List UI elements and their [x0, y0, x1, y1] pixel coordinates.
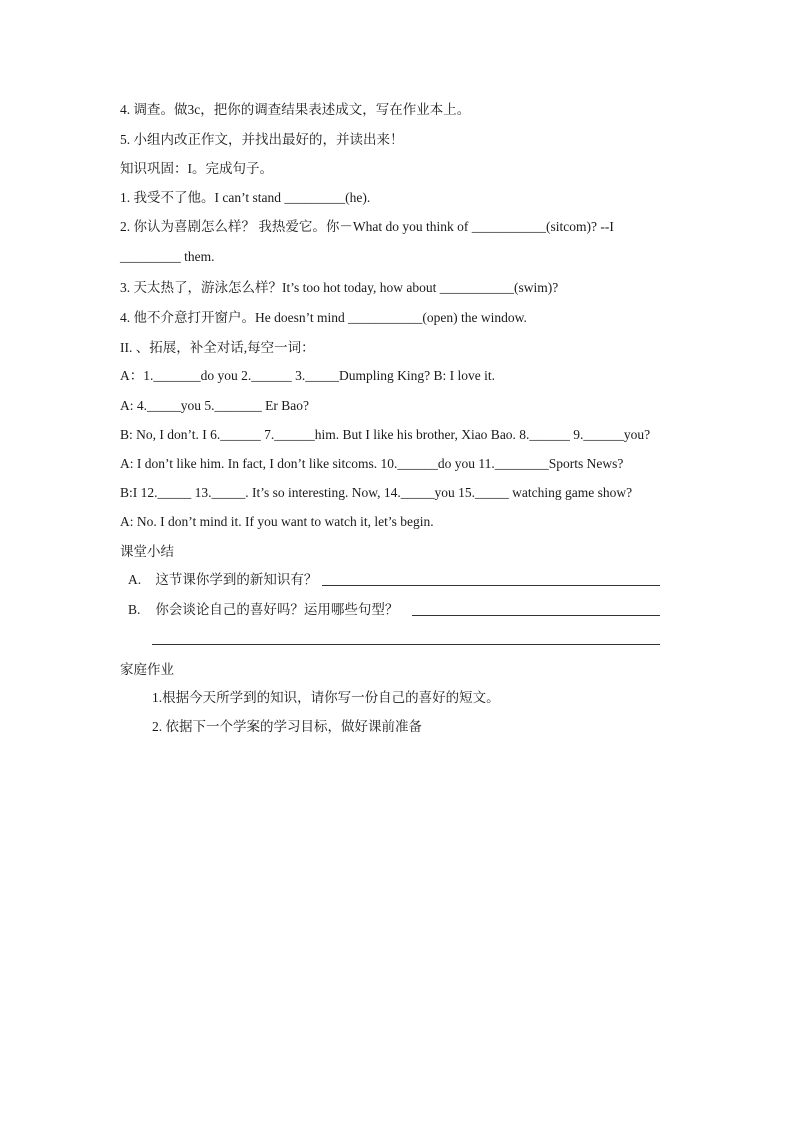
- exercise-1: 1. 我受不了他。I can’t stand _________(he).: [120, 190, 371, 205]
- homework-item-2: 2. 依据下一个学案的学习目标，做好课前准备: [152, 719, 422, 734]
- section-heading-consolidation: 知识巩固：I。完成句子。: [120, 161, 273, 176]
- summary-a-answer-line: [322, 585, 660, 586]
- dialogue-line-1: A：1._______do you 2.______ 3._____Dumpling King? B: I love it.: [120, 368, 495, 383]
- section-heading-homework: 家庭作业: [120, 662, 174, 677]
- section-heading-extension: II. 、拓展，补全对话,每空一词：: [120, 340, 315, 355]
- exercise-2-cont: _________ them.: [120, 249, 215, 264]
- section-heading-summary: 课堂小结: [120, 544, 174, 559]
- homework-item-1: 1.根据今天所学到的知识，请你写一份自己的喜好的短文。: [152, 690, 500, 705]
- summary-b-answer-line: [412, 615, 660, 616]
- exercise-3: 3. 天太热了，游泳怎么样？It’s too hot today, how about ___________(swim)?: [120, 280, 559, 295]
- summary-a-label: A.: [128, 572, 142, 587]
- dialogue-line-2: A: 4._____you 5._______ Er Bao?: [120, 398, 309, 413]
- dialogue-line-3: B: No, I don’t. I 6.______ 7.______him. But I like his brother, Xiao Bao. 8.______ 9.______you?: [120, 427, 651, 442]
- dialogue-line-5: B:I 12._____ 13._____. It’s so interesting. Now, 14._____you 15._____ watching game show?: [120, 485, 633, 500]
- summary-a-text: 这节课你学到的新知识有？: [155, 572, 318, 587]
- exercise-2: 2. 你认为喜剧怎么样？ 我热爱它。你－What do you think of ___________(sitcom)? --I: [120, 219, 614, 234]
- summary-b-label: B.: [128, 602, 141, 617]
- summary-item-a: [128, 571, 317, 589]
- step-4-survey: 4. 调查。做3c，把你的调查结果表述成文，写在作业本上。: [120, 102, 471, 117]
- dialogue-line-4: A: I don’t like him. In fact, I don’t like sitcoms. 10.______do you 11.________Sports News?: [120, 456, 624, 471]
- dialogue-line-6: A: No. I don’t mind it. If you want to watch it, let’s begin.: [120, 514, 434, 529]
- step-5-correct: 5. 小组内改正作文，并找出最好的，并读出来！: [120, 132, 404, 147]
- exercise-4: 4. 他不介意打开窗户。He doesn’t mind ___________(open) the window.: [120, 310, 527, 325]
- summary-b-answer-line-2: [152, 644, 660, 645]
- summary-item-b: [128, 601, 398, 619]
- summary-b-text: 你会谈论自己的喜好吗？运用哪些句型？: [155, 602, 399, 617]
